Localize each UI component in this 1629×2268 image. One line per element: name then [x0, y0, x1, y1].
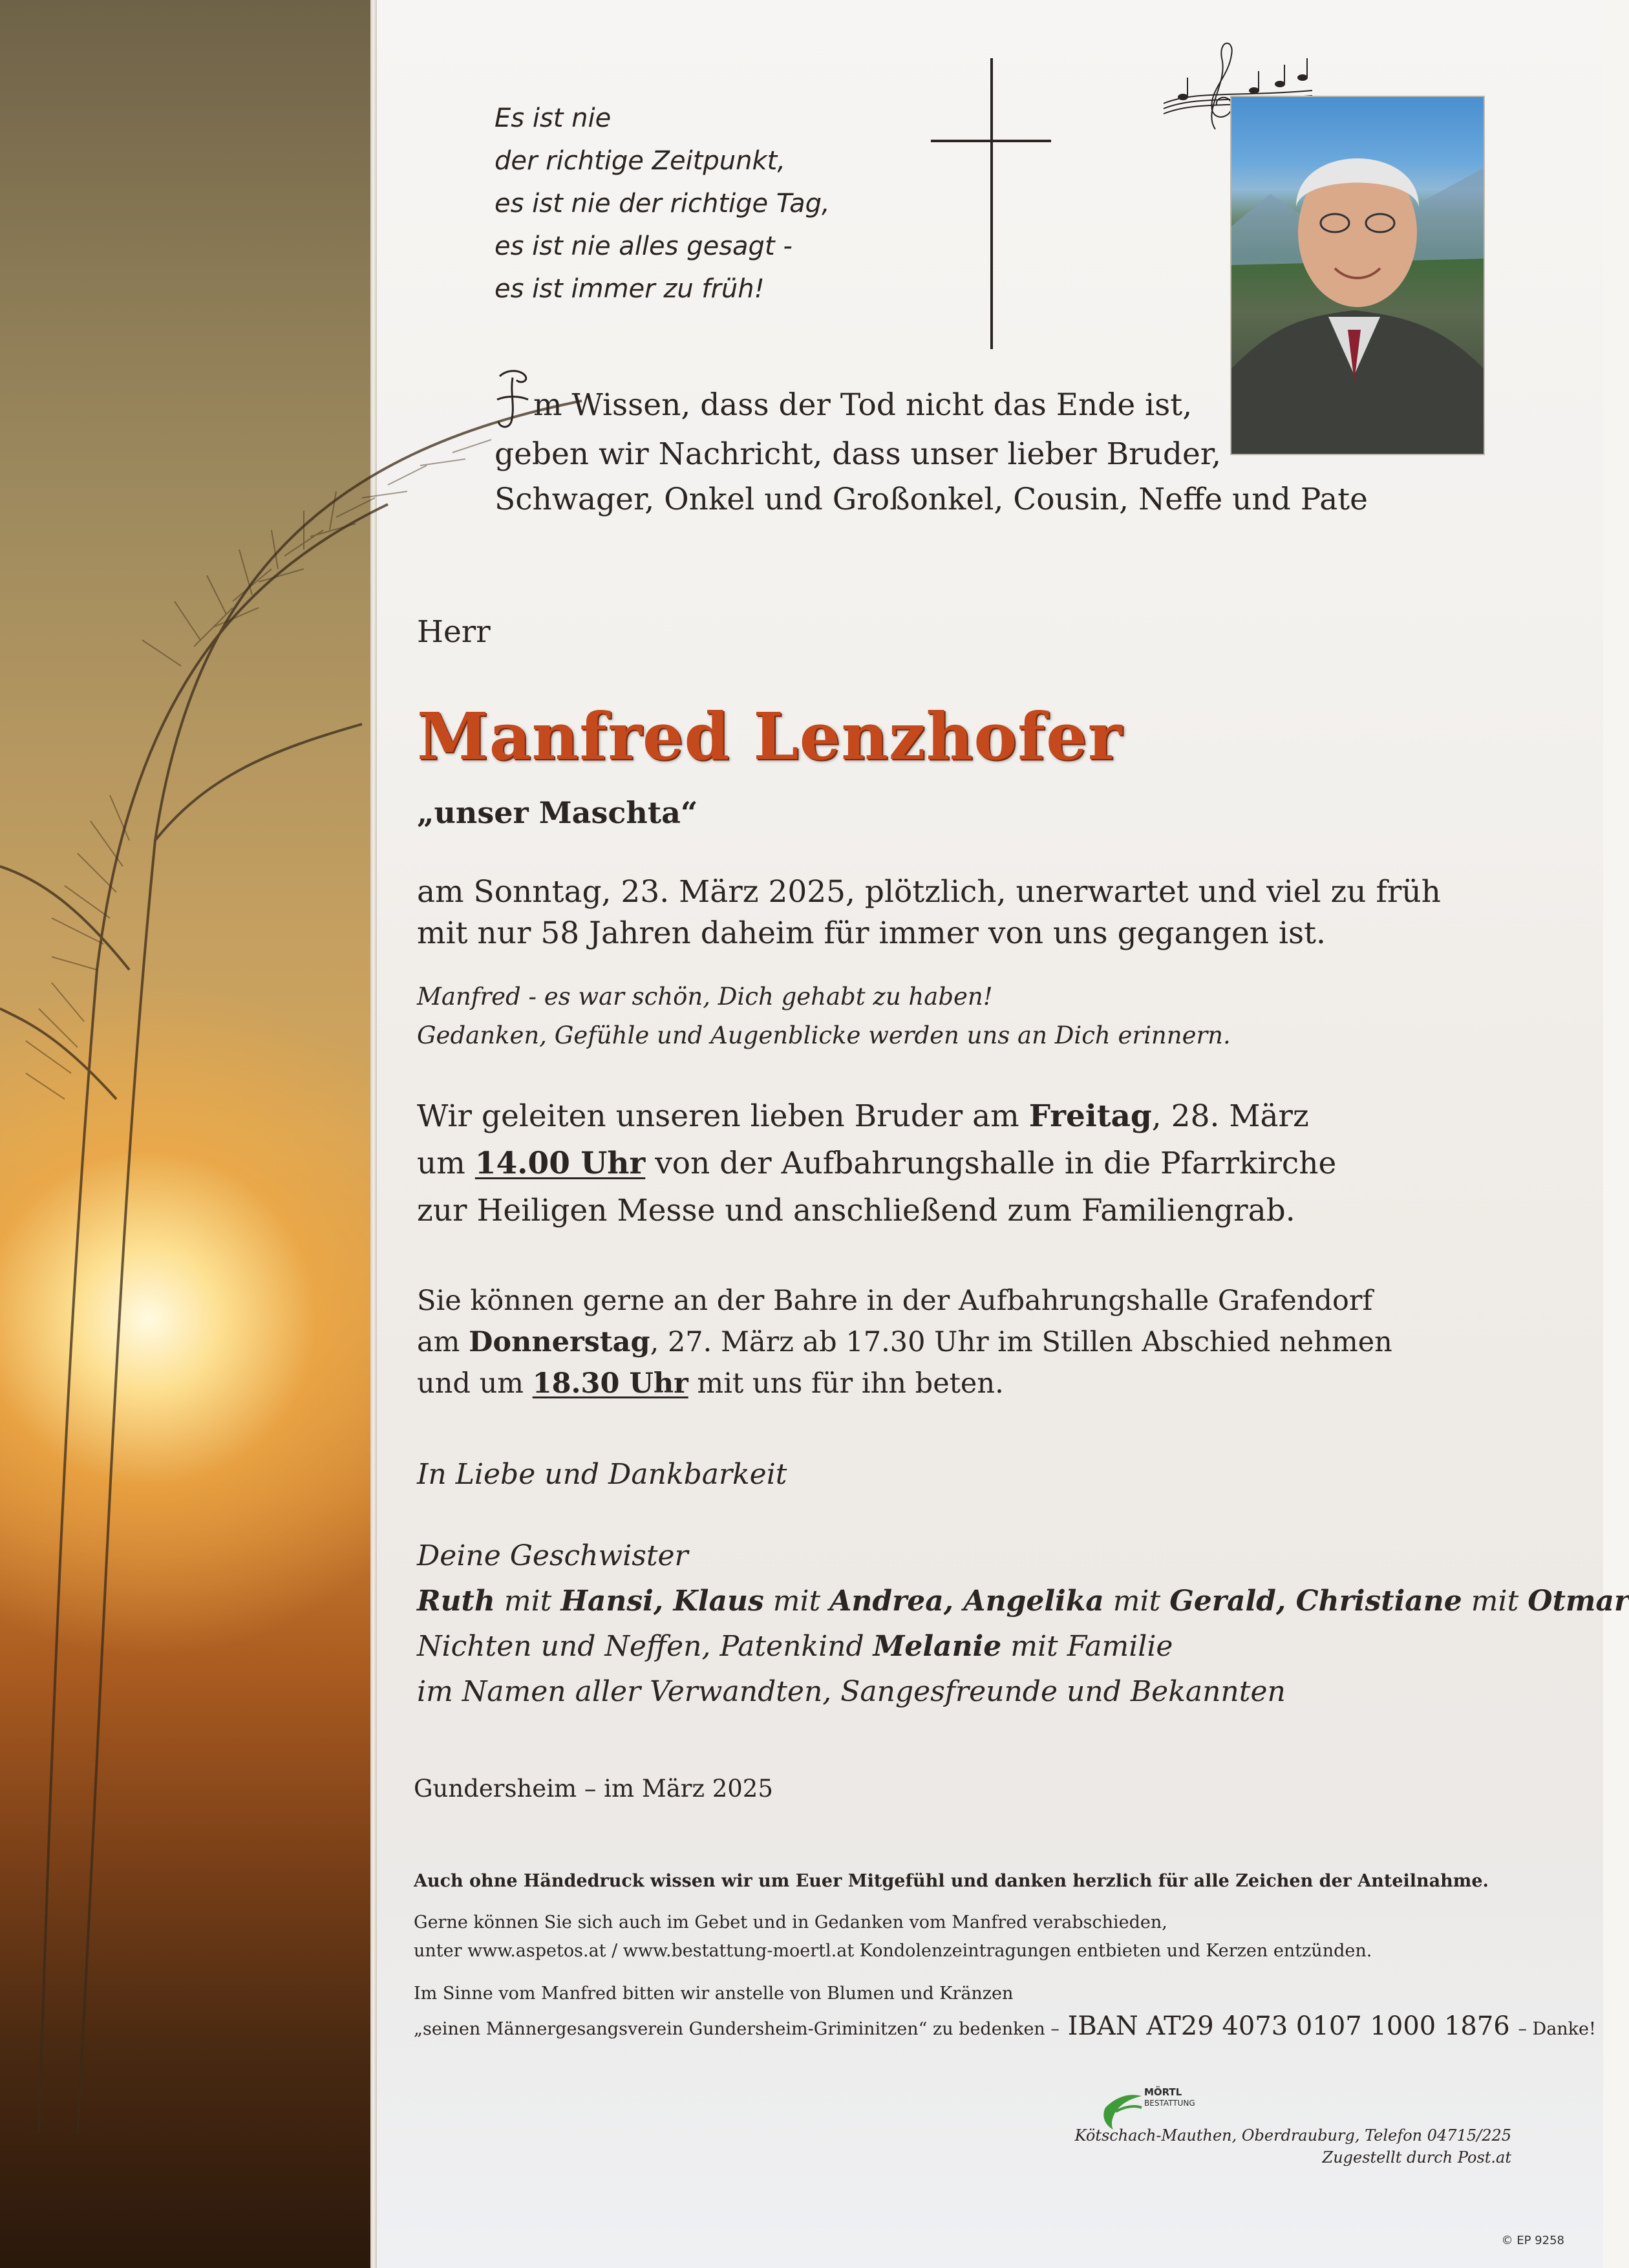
text: um [417, 1146, 475, 1181]
deceased-nickname: „unser Maschta“ [417, 795, 698, 830]
donation-note: Im Sinne vom Manfred bitten wir anstelle von Blumen und Kränzen [414, 1984, 1014, 2004]
viewing-day: Donnerstag [469, 1326, 650, 1358]
procession-day: Freitag [1028, 1098, 1152, 1134]
procession-time: 14.00 Uhr [474, 1146, 646, 1181]
procession-line [417, 1140, 1336, 1187]
notes [414, 1862, 1596, 2048]
sibling-name: Gerald, Christiane [1169, 1585, 1462, 1618]
document-code: © EP 9258 [1501, 2234, 1564, 2247]
text: Nichten und Neffen, Patenkind [417, 1630, 873, 1663]
viewing-info [417, 1280, 1392, 1404]
text: – Danke! [1518, 2019, 1596, 2039]
deceased-name: Manfred Lenzhofer [417, 698, 1123, 775]
sibling-name: Andrea, Angelika [829, 1585, 1104, 1618]
funeral-home-contact [1075, 2124, 1511, 2168]
poem-line: es ist immer zu früh! [495, 274, 765, 304]
procession-line [417, 1093, 1336, 1140]
salutation: Herr [417, 614, 491, 650]
relatives-line: im Namen aller Verwandten, Sangesfreunde und Bekannten [417, 1675, 1286, 1708]
intro-line: geben wir Nachricht, dass unser lieber Bruder, [495, 436, 1222, 472]
viewing-line [417, 1363, 1392, 1404]
thanks-note: Auch ohne Händedruck wissen wir um Euer Mitgefühl und danken herzlich für alle Zeichen der Anteilnahme. [414, 1871, 1489, 1891]
sibling-name: Ruth [417, 1585, 495, 1618]
online-note: Gerne können Sie sich auch im Gebet und in Gedanken vom Manfred verabschieden, [414, 1912, 1167, 1932]
sunset-photo-panel [0, 0, 370, 2268]
text: mit [495, 1585, 561, 1618]
text: mit [1462, 1585, 1528, 1618]
poem-line: es ist nie der richtige Tag, [495, 189, 830, 219]
delivery-note: Zugestellt durch Post.at [1322, 2148, 1511, 2166]
text: mit [763, 1585, 830, 1618]
death-notice [417, 872, 1441, 954]
text: „seinen Männergesangsverein Gundersheim-Griminitzen“ zu bedenken – [414, 2019, 1059, 2039]
logo-line: BESTATTUNG [1144, 2099, 1195, 2108]
panel-divider [370, 0, 377, 2268]
closing-line: In Liebe und Dankbarkeit [417, 1458, 787, 1491]
intro-line [495, 367, 1368, 432]
remembrance-line: Manfred - es war schön, Dich gehabt zu haben! [417, 983, 993, 1011]
procession-line: zur Heiligen Messe und anschließend zum Familiengrab. [417, 1193, 1295, 1228]
logo-line: MÖRTL [1144, 2086, 1182, 2098]
prayer-time: 18.30 Uhr [532, 1367, 688, 1400]
poem-line: Es ist nie [495, 103, 612, 133]
intro-text [495, 367, 1368, 522]
text: mit Familie [1001, 1630, 1173, 1663]
text: mit uns für ihn beten. [688, 1367, 1004, 1400]
funeral-procession [417, 1093, 1336, 1234]
siblings-line [417, 1579, 1629, 1624]
intro-line: Schwager, Onkel und Großonkel, Cousin, Neffe und Pate [495, 482, 1368, 517]
cross-icon [931, 58, 1060, 349]
donation-note [414, 2008, 1596, 2048]
text: am [417, 1326, 469, 1358]
text: und um [417, 1367, 533, 1400]
godchild-name: Melanie [873, 1630, 1002, 1663]
remembrance-line: Gedanken, Gefühle und Augenblicke werden uns an Dich erinnern. [417, 1022, 1231, 1049]
poem-line: es ist nie alles gesagt - [495, 231, 793, 261]
death-line: mit nur 58 Jahren daheim für immer von uns gegangen ist. [417, 915, 1326, 951]
text: , 27. März ab 17.30 Uhr im Stillen Abschied nehmen [650, 1326, 1392, 1358]
text: von der Aufbahrungshalle in die Pfarrkirche [645, 1146, 1337, 1181]
funeral-home-address: Kötschach-Mauthen, Oberdrauburg, Telefon 04715/225 [1074, 2126, 1511, 2145]
death-line: am Sonntag, 23. März 2025, plötzlich, unerwartet und viel zu früh [417, 874, 1441, 910]
iban: IBAN AT29 4073 0107 1000 1876 [1059, 2011, 1518, 2041]
online-note: unter www.aspetos.at / www.bestattung-moertl.at Kondolenzeintragungen entbieten und Kerzen entzünden. [414, 1941, 1372, 1961]
place-date: Gundersheim – im März 2025 [414, 1775, 773, 1803]
text: Wir geleiten unseren lieben Bruder am [417, 1098, 1029, 1134]
dropcap-letter-icon [495, 367, 531, 432]
remembrance-text [417, 978, 1231, 1055]
text: mit [1103, 1585, 1170, 1618]
viewing-line [417, 1321, 1392, 1363]
poem-line: der richtige Zeitpunkt, [495, 146, 786, 176]
viewing-line: Sie können gerne an der Bahre in der Aufbahrungshalle Grafendorf [417, 1285, 1373, 1317]
text: , 28. März [1151, 1098, 1309, 1134]
poem [495, 97, 830, 310]
sibling-name: Hansi, Klaus [560, 1585, 764, 1618]
funeral-home-logo-text [1144, 2087, 1195, 2109]
relatives-line [417, 1624, 1629, 1669]
sibling-name: Otmar [1528, 1585, 1629, 1618]
relatives [417, 1534, 1629, 1715]
relatives-line: Deine Geschwister [417, 1539, 688, 1572]
intro-line1-text: m Wissen, dass der Tod nicht das Ende ist, [533, 387, 1193, 423]
